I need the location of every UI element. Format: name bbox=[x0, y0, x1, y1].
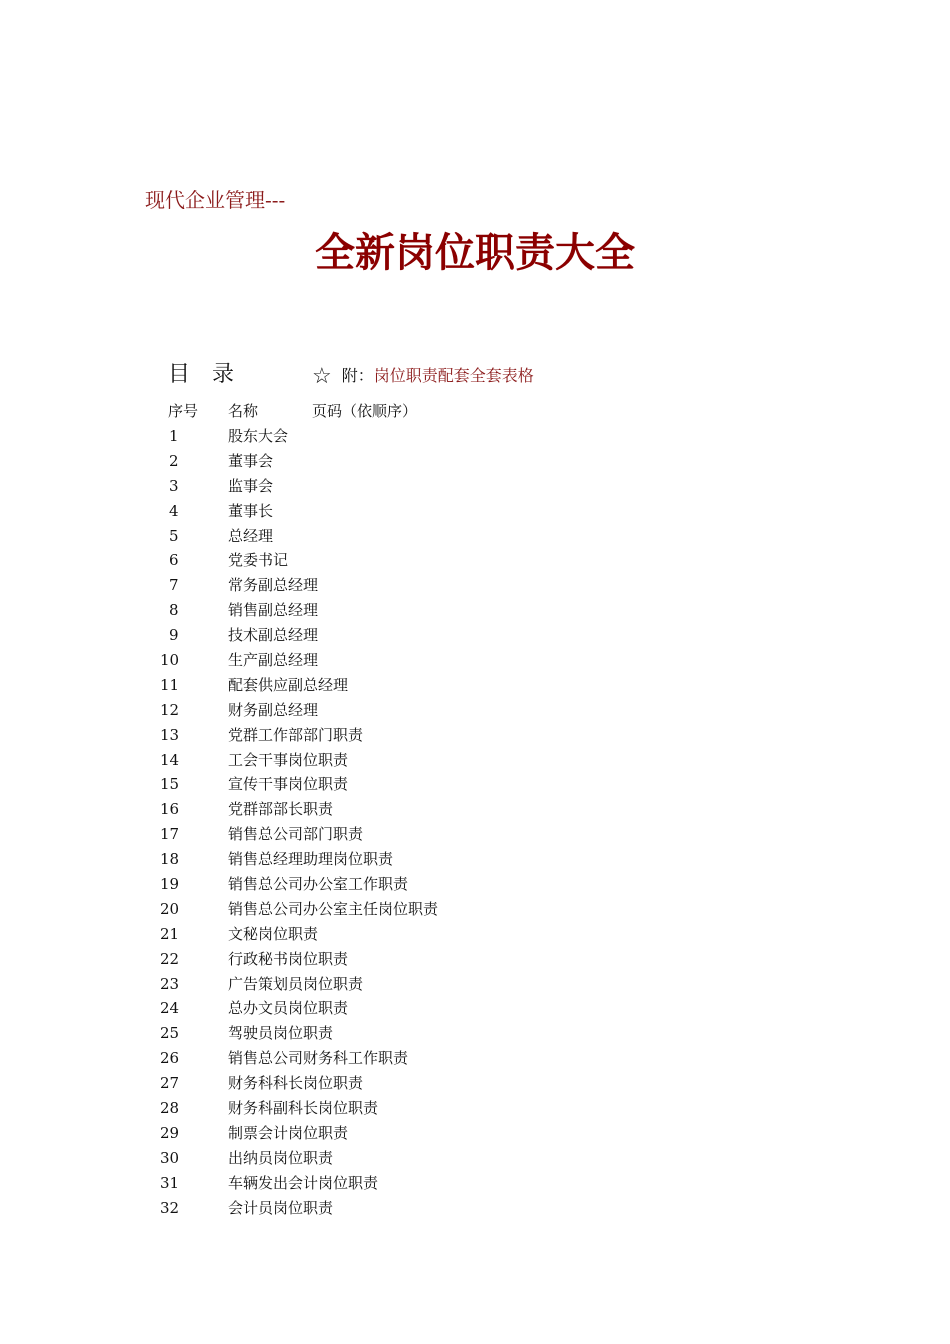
toc-entry[interactable] bbox=[160, 548, 660, 573]
document-subtitle: 现代企业管理--- bbox=[145, 188, 286, 212]
toc-entry-name: 党群工作部部门职责 bbox=[228, 725, 364, 744]
toc-entry-number: 24 bbox=[160, 999, 180, 1018]
toc-entry-number: 19 bbox=[160, 875, 180, 894]
document-title: 全新岗位职责大全 bbox=[315, 229, 635, 276]
toc-entry-number: 5 bbox=[169, 526, 179, 545]
toc-entry-number: 18 bbox=[160, 850, 180, 869]
toc-entry-name: 配套供应副总经理 bbox=[228, 675, 349, 694]
toc-entry-name: 董事会 bbox=[228, 451, 274, 470]
toc-entry-name: 行政秘书岗位职责 bbox=[228, 949, 349, 968]
toc-entry[interactable] bbox=[160, 1021, 660, 1046]
toc-entry-number: 28 bbox=[160, 1099, 180, 1118]
toc-entry-number: 23 bbox=[160, 974, 180, 993]
toc-entry-name: 出纳员岗位职责 bbox=[228, 1148, 334, 1167]
toc-entry-name: 销售总经理助理岗位职责 bbox=[228, 850, 394, 869]
toc-entry[interactable] bbox=[160, 723, 660, 748]
toc-entry[interactable] bbox=[160, 1046, 660, 1071]
toc-entry-number: 27 bbox=[160, 1074, 180, 1093]
toc-entry-name: 制票会计岗位职责 bbox=[228, 1123, 349, 1142]
toc-entry-number: 29 bbox=[160, 1123, 180, 1142]
toc-entry[interactable] bbox=[160, 673, 660, 698]
toc-entry[interactable] bbox=[160, 598, 660, 623]
appendix-link[interactable]: 岗位职责配套全套表格 bbox=[373, 366, 534, 385]
toc-entry[interactable] bbox=[160, 996, 660, 1021]
toc-entry[interactable] bbox=[160, 648, 660, 673]
appendix-prefix: 附： bbox=[341, 366, 374, 385]
toc-entry[interactable] bbox=[160, 1196, 660, 1221]
toc-entry[interactable] bbox=[160, 897, 660, 922]
toc-entry-name: 总办文员岗位职责 bbox=[228, 999, 349, 1018]
toc-entry-name: 总经理 bbox=[228, 526, 274, 545]
toc-entry[interactable] bbox=[160, 872, 660, 897]
toc-entry-name: 常务副总经理 bbox=[228, 576, 319, 595]
toc-entry[interactable] bbox=[160, 474, 660, 499]
toc-entry[interactable] bbox=[160, 772, 660, 797]
toc-entry-name: 会计员岗位职责 bbox=[228, 1198, 334, 1217]
toc-entry[interactable] bbox=[160, 1071, 660, 1096]
toc-entry-number: 17 bbox=[160, 825, 180, 844]
toc-entry-number: 8 bbox=[169, 601, 179, 620]
column-header-name: 名称 bbox=[228, 402, 259, 420]
toc-entry[interactable] bbox=[160, 698, 660, 723]
toc-entry-name: 销售总公司办公室主任岗位职责 bbox=[228, 899, 439, 918]
toc-entry-number: 3 bbox=[169, 476, 179, 495]
toc-entry[interactable] bbox=[160, 1146, 660, 1171]
toc-entry[interactable] bbox=[160, 847, 660, 872]
toc-entry-number: 31 bbox=[160, 1173, 180, 1192]
toc-entry-name: 销售总公司财务科工作职责 bbox=[228, 1049, 409, 1068]
toc-entry[interactable] bbox=[160, 1121, 660, 1146]
toc-heading: 目录 bbox=[168, 362, 257, 387]
toc-entry[interactable] bbox=[160, 623, 660, 648]
toc-entry-number: 12 bbox=[160, 700, 180, 719]
toc-entry[interactable] bbox=[160, 797, 660, 822]
toc-entry-name: 销售总公司部门职责 bbox=[228, 825, 364, 844]
toc-entry-name: 监事会 bbox=[228, 476, 274, 495]
toc-entry[interactable] bbox=[160, 1096, 660, 1121]
toc-entry[interactable] bbox=[160, 499, 660, 524]
toc-entry-number: 1 bbox=[169, 427, 179, 445]
toc-entry-number: 2 bbox=[169, 451, 179, 470]
toc-entry-name: 宣传干事岗位职责 bbox=[228, 775, 349, 794]
toc-entry[interactable] bbox=[160, 922, 660, 947]
toc-entry[interactable] bbox=[160, 424, 660, 449]
column-header-page: 页码（依顺序） bbox=[312, 402, 418, 420]
column-header-no: 序号 bbox=[168, 402, 199, 420]
toc-entry-number: 14 bbox=[160, 750, 180, 769]
toc-entry[interactable] bbox=[160, 449, 660, 474]
toc-entry[interactable] bbox=[160, 1171, 660, 1196]
toc-entry-number: 32 bbox=[160, 1198, 180, 1217]
toc-entry[interactable] bbox=[160, 972, 660, 997]
toc-entry[interactable] bbox=[160, 524, 660, 549]
toc-list bbox=[160, 424, 660, 1221]
toc-entry-name: 生产副总经理 bbox=[228, 651, 319, 670]
toc-entry-name: 技术副总经理 bbox=[228, 626, 319, 645]
toc-entry-name: 销售副总经理 bbox=[228, 601, 319, 620]
toc-entry-name: 财务科科长岗位职责 bbox=[228, 1074, 364, 1093]
star-icon: ☆ bbox=[312, 364, 332, 389]
toc-entry[interactable] bbox=[160, 573, 660, 598]
toc-entry-number: 6 bbox=[169, 551, 179, 570]
toc-entry-name: 销售总公司办公室工作职责 bbox=[228, 875, 409, 894]
toc-entry-number: 26 bbox=[160, 1049, 180, 1068]
toc-entry-name: 驾驶员岗位职责 bbox=[228, 1024, 334, 1043]
toc-entry-number: 9 bbox=[169, 626, 179, 645]
toc-column-headers bbox=[168, 399, 668, 424]
toc-entry[interactable] bbox=[160, 947, 660, 972]
toc-entry-name: 党委书记 bbox=[228, 551, 289, 570]
toc-entry-number: 25 bbox=[160, 1024, 180, 1043]
toc-entry-number: 16 bbox=[160, 800, 180, 819]
toc-entry-name: 车辆发出会计岗位职责 bbox=[228, 1173, 379, 1192]
toc-entry-name: 文秘岗位职责 bbox=[228, 924, 319, 943]
toc-entry-number: 15 bbox=[160, 775, 180, 794]
toc-entry-number: 20 bbox=[160, 899, 180, 918]
toc-entry-name: 工会干事岗位职责 bbox=[228, 750, 349, 769]
appendix-note bbox=[312, 363, 534, 390]
toc-entry-number: 13 bbox=[160, 725, 180, 744]
toc-entry-number: 7 bbox=[169, 576, 179, 595]
toc-entry-number: 4 bbox=[169, 501, 179, 520]
toc-entry-number: 22 bbox=[160, 949, 180, 968]
toc-entry-number: 30 bbox=[160, 1148, 180, 1167]
toc-entry-name: 股东大会 bbox=[228, 427, 289, 445]
toc-entry[interactable] bbox=[160, 748, 660, 773]
toc-entry-name: 财务科副科长岗位职责 bbox=[228, 1099, 379, 1118]
toc-entry-number: 11 bbox=[160, 675, 180, 694]
toc-entry-name: 党群部部长职责 bbox=[228, 800, 334, 819]
toc-entry-name: 广告策划员岗位职责 bbox=[228, 974, 364, 993]
toc-entry-number: 21 bbox=[160, 924, 180, 943]
toc-entry-name: 财务副总经理 bbox=[228, 700, 319, 719]
toc-entry-name: 董事长 bbox=[228, 501, 274, 520]
toc-entry-number: 10 bbox=[160, 651, 180, 670]
toc-entry[interactable] bbox=[160, 822, 660, 847]
